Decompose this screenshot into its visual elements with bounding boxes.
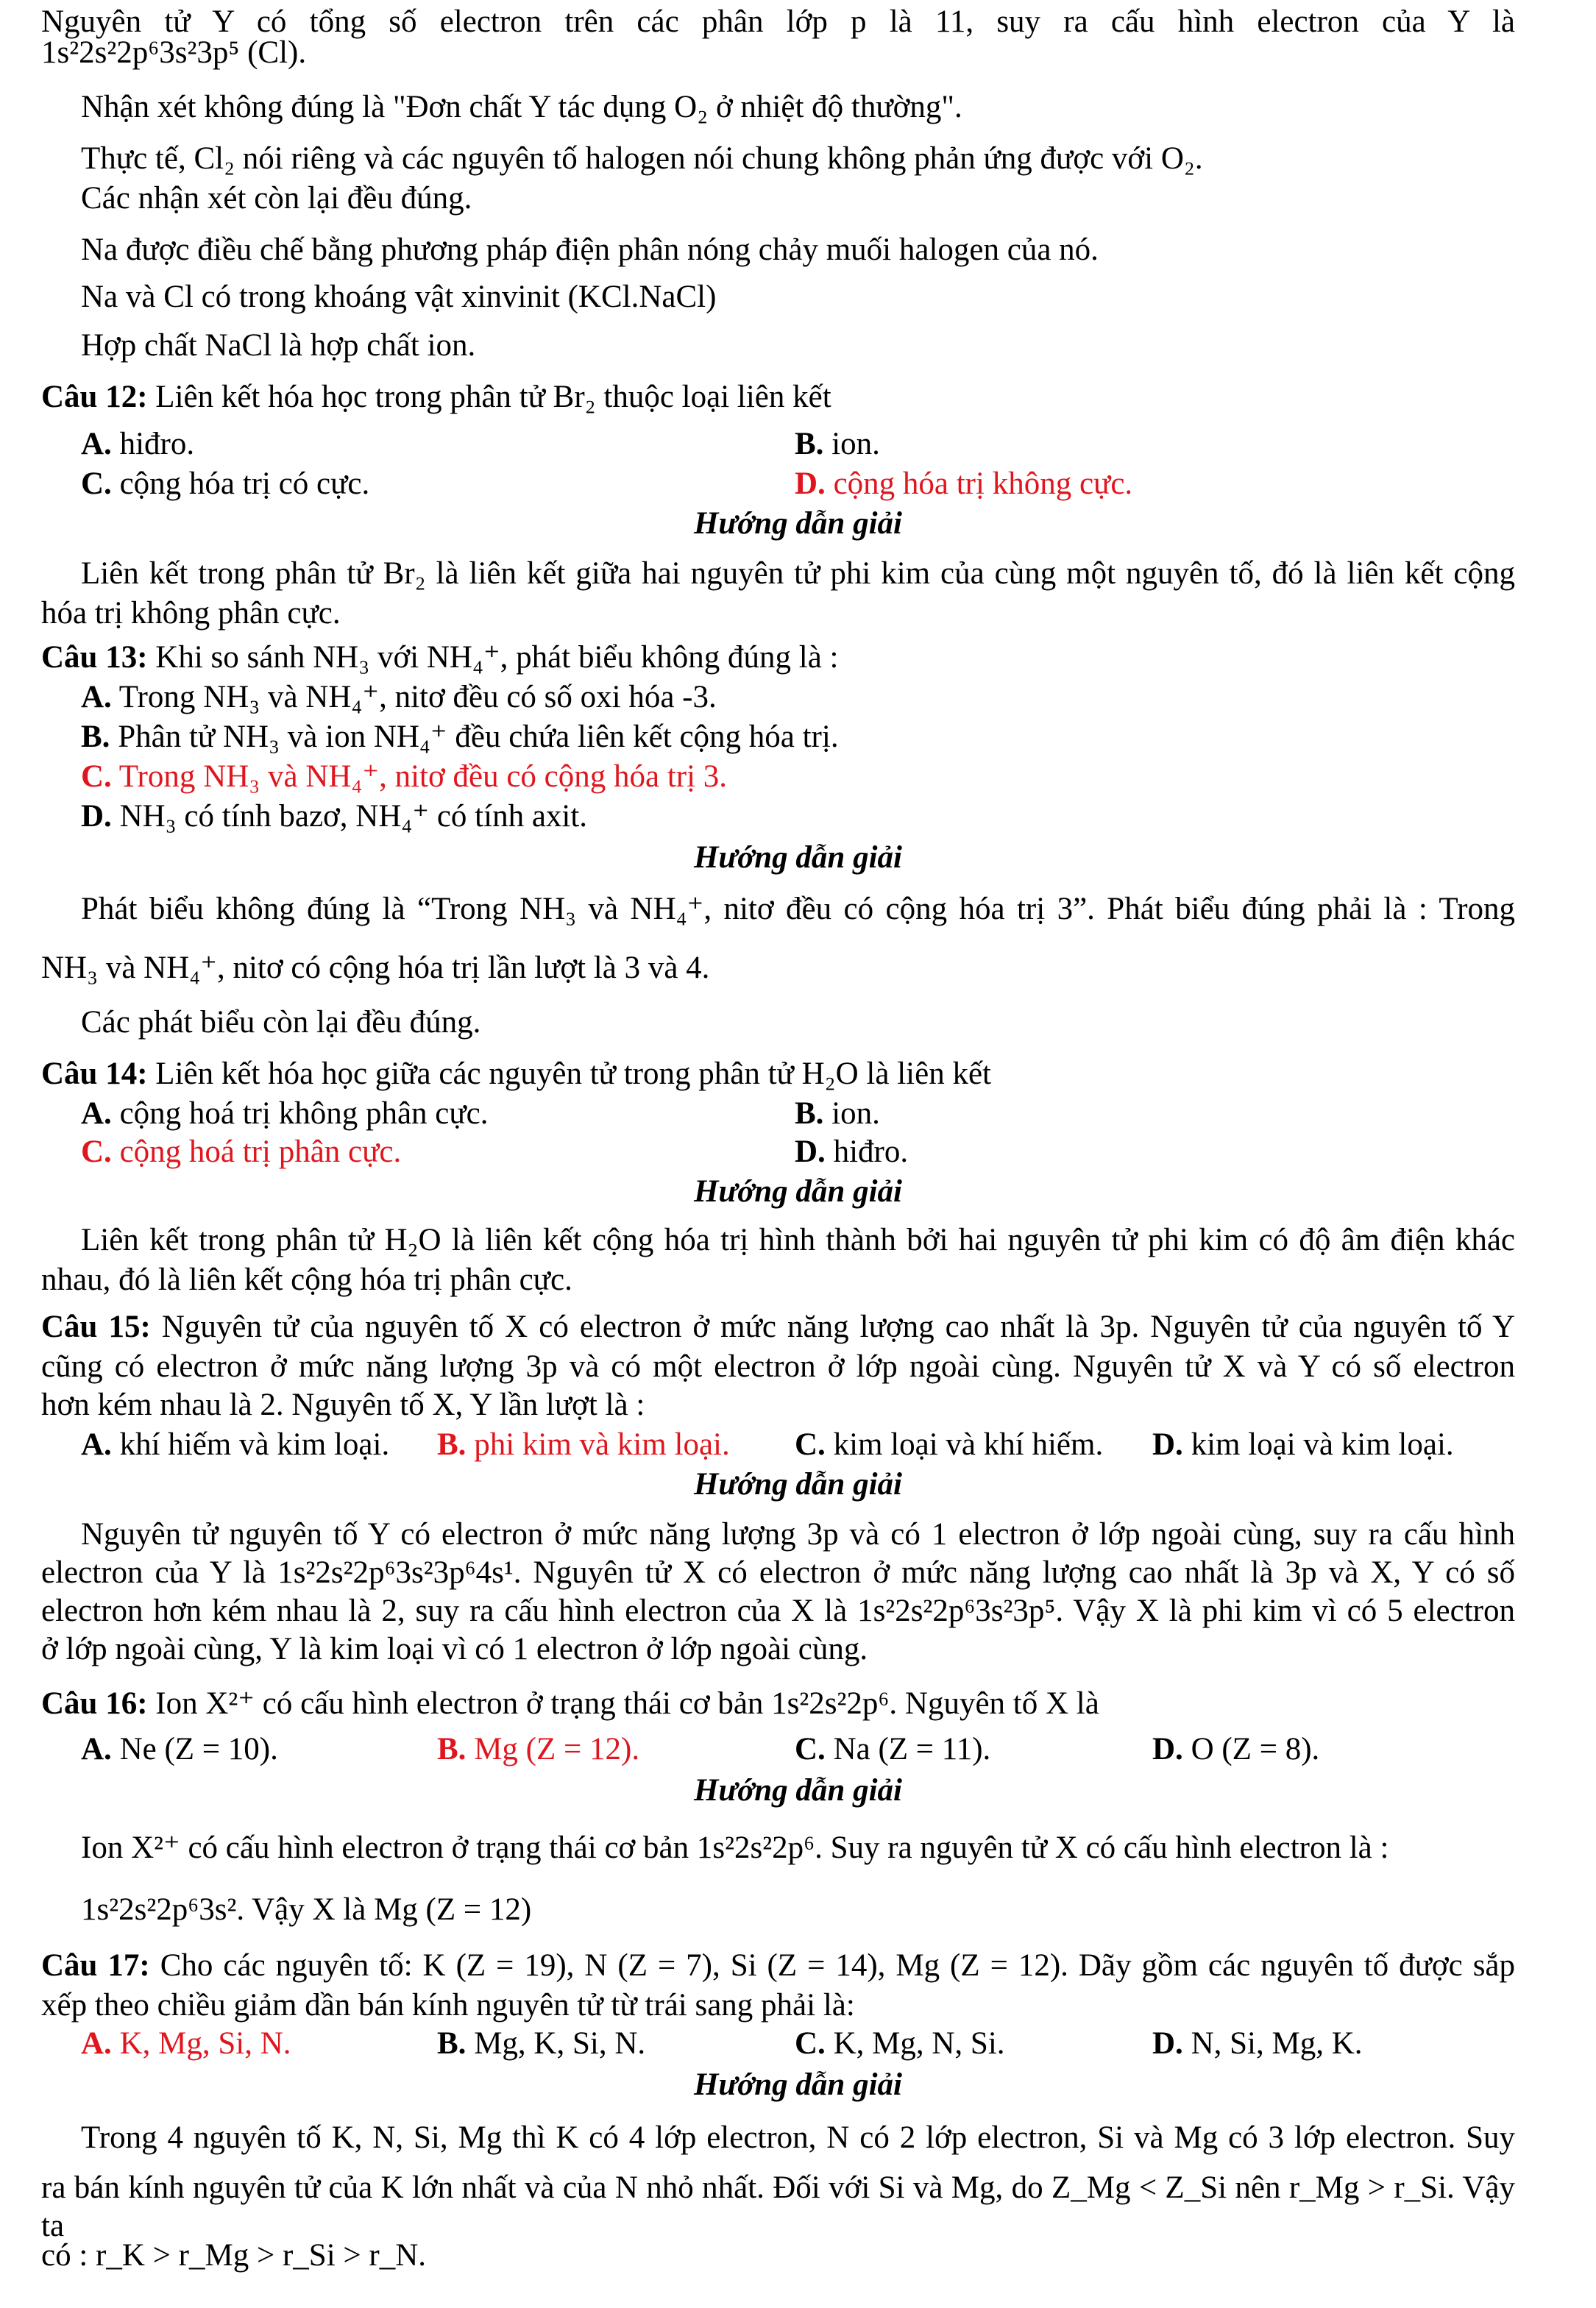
- q13-option-c-text: Trong NH₃ và NH₄⁺, nitơ đều có cộng hóa trị 3.: [118, 759, 728, 794]
- q11-p2: Thực tế, Cl₂ nói riêng và các nguyên tố halogen nói chung không phản ứng được với O₂.: [81, 141, 1203, 176]
- q14-option-a-text: cộng hoá trị không phân cực.: [119, 1096, 489, 1131]
- q16-option-d: [1152, 1730, 1319, 1769]
- q16-explain-2: 1s²2s²2p⁶3s². Vậy X là Mg (Z = 12): [81, 1892, 532, 1927]
- q15-option-c-key: C.: [795, 1427, 826, 1462]
- q12-option-b: [795, 425, 880, 464]
- q13-explain-1: Phát biểu không đúng là “Trong NH₃ và NH₄⁺, nitơ đều có cộng hóa trị 3”. Phát biểu đúng phải là : Trong: [81, 892, 1515, 926]
- q13-option-c-key: C.: [81, 759, 112, 794]
- q12-explain-2: hóa trị không phân cực.: [41, 596, 341, 631]
- q12-label: Câu 12:: [41, 380, 148, 414]
- q14-option-b-key: B.: [795, 1096, 824, 1131]
- q12-guide-title: Hướng dẫn giải: [693, 506, 902, 541]
- q14-option-a: [81, 1095, 489, 1133]
- q15-option-d: [1152, 1426, 1454, 1464]
- q11-p5: Na và Cl có trong khoáng vật xinvinit (KCl.NaCl): [81, 280, 717, 314]
- q14-stem: Liên kết hóa học giữa các nguyên tử trong phân tử H₂O là liên kết: [155, 1057, 991, 1091]
- q15-option-b-correct: [437, 1426, 730, 1464]
- q12-stem: Liên kết hóa học trong phân tử Br₂ thuộc loại liên kết: [155, 380, 831, 414]
- q12-option-a-text: hiđro.: [119, 427, 195, 461]
- q15-label: Câu 15:: [41, 1310, 151, 1344]
- q15-stem-1: Nguyên tử của nguyên tố X có electron ở mức năng lượng cao nhất là 3p. Nguyên tử của nguyên tố Y: [161, 1310, 1515, 1344]
- q12-option-d-key: D.: [795, 466, 826, 501]
- q13-option-a-key: A.: [81, 680, 112, 714]
- q15-explain-2: electron của Y là 1s²2s²2p⁶3s²3p⁶4s¹. Nguyên tử X có electron ở mức năng lượng cao nhất là 3p và X, Y có số: [41, 1555, 1515, 1590]
- q15-question-line1: [41, 1308, 1515, 1346]
- q14-option-d-text: hiđro.: [833, 1135, 909, 1169]
- q12-option-b-key: B.: [795, 427, 824, 461]
- q11-p6: Hợp chất NaCl là hợp chất ion.: [81, 328, 476, 363]
- q17-explain-2: ra bán kính nguyên tử của K lớn nhất và của N nhỏ nhất. Đối với Si và Mg, do Z_Mg < Z_Si nên r_Mg > r_Si. Vậy ta: [41, 2170, 1515, 2243]
- q15-option-a-key: A.: [81, 1427, 112, 1462]
- q13-option-d-text: NH₃ có tính bazơ, NH₄⁺ có tính axit.: [119, 799, 588, 834]
- q16-guide-title: Hướng dẫn giải: [693, 1773, 902, 1808]
- q14-option-c-correct: [81, 1133, 401, 1171]
- q15-option-b-text: phi kim và kim loại.: [474, 1427, 730, 1462]
- q15-explain-1: Nguyên tử nguyên tố Y có electron ở mức năng lượng 3p và có 1 electron ở lớp ngoài cùng, suy ra cấu hình: [81, 1517, 1515, 1552]
- q14-question: [41, 1055, 991, 1093]
- q13-question: [41, 639, 838, 677]
- q16-label: Câu 16:: [41, 1686, 148, 1721]
- q15-option-d-text: kim loại và kim loại.: [1191, 1427, 1454, 1462]
- q15-option-a: [81, 1426, 389, 1464]
- q17-option-c-text: K, Mg, N, Si.: [833, 2026, 1005, 2061]
- q16-option-b-text: Mg (Z = 12).: [474, 1732, 640, 1766]
- q17-option-c: [795, 2025, 1005, 2063]
- q13-option-b-key: B.: [81, 720, 110, 754]
- q11-config: 1s²2s²2p⁶3s²3p⁵ (Cl).: [41, 35, 307, 70]
- q13-option-a-text: Trong NH₃ và NH₄⁺, nitơ đều có số oxi hóa -3.: [118, 680, 717, 714]
- q17-option-c-key: C.: [795, 2026, 826, 2061]
- q13-stem: Khi so sánh NH₃ với NH₄⁺, phát biểu không đúng là :: [155, 640, 839, 675]
- q13-option-d: [81, 798, 587, 836]
- q17-option-b-key: B.: [437, 2026, 467, 2061]
- q12-option-a: [81, 425, 194, 464]
- q13-option-c-correct: [81, 758, 727, 796]
- q15-explain-3: electron hơn kém nhau là 2, suy ra cấu hình electron của X là 1s²2s²2p⁶3s²3p⁵. Vậy X là phi kim vì có 5 electron: [41, 1594, 1515, 1628]
- q13-option-a: [81, 678, 717, 717]
- q16-option-c-text: Na (Z = 11).: [833, 1732, 991, 1766]
- q14-explain-1: Liên kết trong phân tử H₂O là liên kết cộng hóa trị hình thành bởi hai nguyên tử phi kim có độ âm điện khác: [81, 1223, 1515, 1257]
- q14-option-c-key: C.: [81, 1135, 112, 1169]
- q13-explain-3: Các phát biểu còn lại đều đúng.: [81, 1005, 481, 1040]
- q16-option-c: [795, 1730, 990, 1769]
- q16-question: [41, 1685, 1099, 1723]
- q11-p3: Các nhận xét còn lại đều đúng.: [81, 181, 472, 216]
- q17-option-b-text: Mg, K, Si, N.: [474, 2026, 646, 2061]
- q15-stem-3: hơn kém nhau là 2. Nguyên tố X, Y lần lượt là :: [41, 1388, 645, 1422]
- q12-option-c-key: C.: [81, 466, 112, 501]
- q15-stem-2: cũng có electron ở mức năng lượng 3p và có một electron ở lớp ngoài cùng. Nguyên tử X và Y có số electron: [41, 1349, 1515, 1384]
- q16-option-d-text: O (Z = 8).: [1191, 1732, 1320, 1766]
- q15-option-c-text: kim loại và khí hiếm.: [833, 1427, 1104, 1462]
- q17-stem-1: Cho các nguyên tố: K (Z = 19), N (Z = 7), Si (Z = 14), Mg (Z = 12). Dãy gồm các nguyên tố được sắp: [160, 1948, 1516, 1983]
- q15-option-b-key: B.: [437, 1427, 467, 1462]
- q15-guide-title: Hướng dẫn giải: [693, 1467, 902, 1502]
- q14-option-b-text: ion.: [831, 1096, 880, 1131]
- q17-option-d-key: D.: [1152, 2026, 1183, 2061]
- q17-explain-3: có : r_K > r_Mg > r_Si > r_N.: [41, 2238, 427, 2273]
- q12-option-b-text: ion.: [831, 427, 880, 461]
- q12-option-d-text: cộng hóa trị không cực.: [833, 466, 1133, 501]
- q15-option-c: [795, 1426, 1103, 1464]
- q13-guide-title: Hướng dẫn giải: [693, 840, 902, 875]
- q17-option-b: [437, 2025, 645, 2063]
- q15-option-a-text: khí hiếm và kim loại.: [119, 1427, 390, 1462]
- q17-question-line1: [41, 1947, 1515, 1985]
- q11-p1: Nhận xét không đúng là "Đơn chất Y tác dụng O₂ ở nhiệt độ thường".: [81, 90, 962, 124]
- q16-option-a-text: Ne (Z = 10).: [119, 1732, 278, 1766]
- q14-option-b: [795, 1095, 880, 1133]
- q14-option-d-key: D.: [795, 1135, 826, 1169]
- q12-question: [41, 378, 831, 416]
- q15-explain-4: ở lớp ngoài cùng, Y là kim loại vì có 1 electron ở lớp ngoài cùng.: [41, 1632, 868, 1666]
- q12-option-d-correct: [795, 465, 1132, 503]
- q14-option-a-key: A.: [81, 1096, 112, 1131]
- q13-option-b: [81, 718, 839, 756]
- q17-explain-1: Trong 4 nguyên tố K, N, Si, Mg thì K có 4 lớp electron, N có 2 lớp electron, Si và Mg có 3 lớp electron. Suy: [81, 2120, 1515, 2155]
- q14-explain-2: nhau, đó là liên kết cộng hóa trị phân cực.: [41, 1263, 572, 1297]
- q17-stem-2: xếp theo chiều giảm dần bán kính nguyên tử từ trái sang phải là:: [41, 1988, 855, 2023]
- q12-option-a-key: A.: [81, 427, 112, 461]
- q14-label: Câu 14:: [41, 1057, 148, 1091]
- q13-explain-2: NH₃ và NH₄⁺, nitơ có cộng hóa trị lần lượt là 3 và 4.: [41, 951, 710, 985]
- q16-option-b-correct: [437, 1730, 639, 1769]
- q16-option-a: [81, 1730, 278, 1769]
- q17-option-d: [1152, 2025, 1363, 2063]
- q16-option-a-key: A.: [81, 1732, 112, 1766]
- q16-option-b-key: B.: [437, 1732, 467, 1766]
- q14-option-c-text: cộng hoá trị phân cực.: [119, 1135, 402, 1169]
- q17-option-a-correct: [81, 2025, 291, 2063]
- q13-option-d-key: D.: [81, 799, 112, 834]
- q15-option-d-key: D.: [1152, 1427, 1183, 1462]
- q13-label: Câu 13:: [41, 640, 148, 675]
- q17-guide-title: Hướng dẫn giải: [693, 2067, 902, 2102]
- q16-option-d-key: D.: [1152, 1732, 1183, 1766]
- q14-option-d: [795, 1133, 908, 1171]
- q17-option-d-text: N, Si, Mg, K.: [1191, 2026, 1363, 2061]
- q16-option-c-key: C.: [795, 1732, 826, 1766]
- q14-guide-title: Hướng dẫn giải: [693, 1174, 902, 1209]
- q12-option-c-text: cộng hóa trị có cực.: [119, 466, 370, 501]
- q12-option-c: [81, 465, 369, 503]
- q11-line1: Nguyên tử Y có tổng số electron trên các phân lớp p là 11, suy ra cấu hình electron của Y là: [41, 4, 1515, 39]
- q16-stem: Ion X²⁺ có cấu hình electron ở trạng thái cơ bản 1s²2s²2p⁶. Nguyên tố X là: [155, 1686, 1099, 1721]
- q16-explain-1: Ion X²⁺ có cấu hình electron ở trạng thái cơ bản 1s²2s²2p⁶. Suy ra nguyên tử X có cấu hình electron là :: [81, 1831, 1389, 1865]
- q12-explain-1: Liên kết trong phân tử Br₂ là liên kết giữa hai nguyên tử phi kim của cùng một nguyên tố, đó là liên kết cộng: [81, 556, 1515, 591]
- q17-option-a-key: A.: [81, 2026, 112, 2061]
- q17-option-a-text: K, Mg, Si, N.: [119, 2026, 291, 2061]
- q11-p4: Na được điều chế bằng phương pháp điện phân nóng chảy muối halogen của nó.: [81, 232, 1099, 267]
- q13-option-b-text: Phân tử NH₃ và ion NH₄⁺ đều chứa liên kết cộng hóa trị.: [118, 720, 839, 754]
- q17-label: Câu 17:: [41, 1948, 150, 1983]
